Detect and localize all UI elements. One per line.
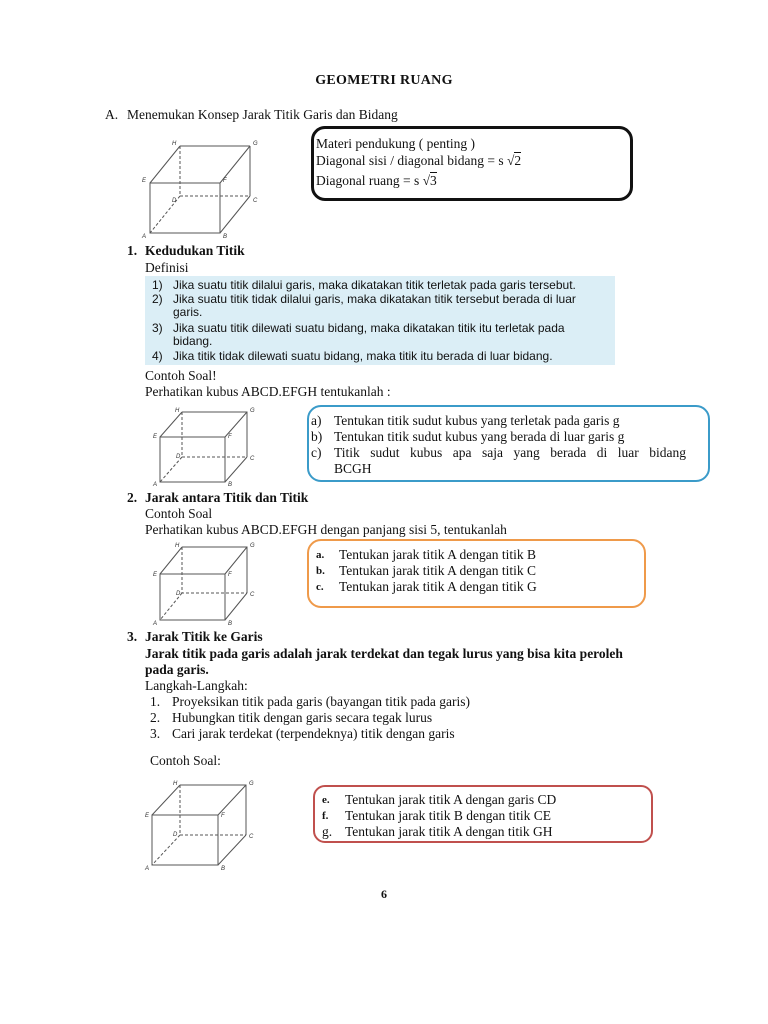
- cube-diagram-1: [140, 138, 264, 240]
- section-a-heading: Menemukan Konsep Jarak Titik Garis dan Bidang: [127, 107, 398, 122]
- section3-definition-line1: Jarak titik pada garis adalah jarak terdekat dan tegak lurus yang bisa kita peroleh: [145, 646, 623, 661]
- label-D: D: [172, 198, 177, 204]
- label-B: B: [228, 482, 233, 487]
- step-2-text: Hubungkan titik dengan garis secara tegak lurus: [172, 710, 433, 725]
- sqrt-sign: √: [506, 153, 515, 168]
- q2-b-marker: b.: [316, 565, 325, 577]
- label-A: A: [153, 621, 158, 626]
- q-c-text: Titik sudut kubus apa saja yang berada di luar bidang: [334, 445, 686, 460]
- q-a-marker: a): [311, 413, 322, 428]
- page-number: 6: [381, 887, 387, 901]
- label-B: B: [221, 866, 226, 872]
- label-H: H: [173, 781, 178, 787]
- label-D: D: [176, 591, 181, 597]
- definition-list: [145, 276, 615, 365]
- diagonal-ruang-text: Diagonal ruang = s: [316, 173, 420, 188]
- label-H: H: [175, 543, 180, 549]
- definition-2-number: 2): [152, 292, 163, 306]
- label-D: D: [176, 454, 181, 460]
- label-F: F: [221, 813, 225, 819]
- label-H: H: [175, 408, 180, 414]
- label-A: A: [142, 234, 147, 240]
- label-G: G: [250, 543, 255, 549]
- q3-f-text: Tentukan jarak titik B dengan titik CE: [345, 808, 552, 823]
- section1-instruction: Perhatikan kubus ABCD.EFGH tentukanlah :: [145, 384, 391, 399]
- materi-line-2: [316, 153, 521, 169]
- section1-definisi: Definisi: [145, 260, 189, 275]
- q2-c-marker: c.: [316, 581, 324, 593]
- q3-g-marker: g.: [322, 824, 333, 839]
- step-2-number: 2.: [150, 710, 161, 725]
- label-B: B: [228, 621, 233, 626]
- label-E: E: [153, 434, 158, 440]
- label-A: A: [153, 482, 158, 487]
- q-c-text-cont: BCGH: [334, 461, 372, 476]
- diagonal-sisi-text: Diagonal sisi / diagonal bidang = s: [316, 153, 504, 168]
- section3-heading: Jarak Titik ke Garis: [145, 629, 263, 644]
- section3-langkah: Langkah-Langkah:: [145, 678, 248, 693]
- step-3-text: Cari jarak terdekat (terpendeknya) titik dengan garis: [172, 726, 455, 741]
- section3-definition-line2: pada garis.: [145, 662, 209, 677]
- label-H: H: [172, 141, 177, 147]
- definition-2-text-cont: garis.: [173, 305, 203, 319]
- section1-heading: Kedudukan Titik: [145, 243, 245, 258]
- label-C: C: [250, 592, 255, 598]
- q2-c-text: Tentukan jarak titik A dengan titik G: [339, 579, 537, 594]
- cube-diagram-3: [150, 540, 268, 626]
- materi-line-3: [316, 173, 437, 189]
- q2-a-text: Tentukan jarak titik A dengan titik B: [339, 547, 537, 562]
- section2-number: 2.: [127, 490, 138, 505]
- cube-diagram-2: [150, 405, 268, 487]
- definition-3-text: Jika suatu titik dilewati suatu bidang, maka dikatakan titik itu terletak pada: [173, 321, 565, 335]
- label-E: E: [145, 813, 150, 819]
- label-F: F: [228, 572, 232, 578]
- sqrt-sign: √: [422, 173, 431, 188]
- label-C: C: [250, 456, 255, 462]
- label-C: C: [249, 834, 254, 840]
- step-1-text: Proyeksikan titik pada garis (bayangan titik pada garis): [172, 694, 471, 709]
- label-G: G: [249, 781, 254, 787]
- definition-1-number: 1): [152, 278, 163, 292]
- definition-2-text: Jika suatu titik tidak dilalui garis, maka dikatakan titik tersebut berada di luar: [173, 292, 576, 306]
- q3-e-text: Tentukan jarak titik A dengan garis CD: [345, 792, 557, 807]
- definition-3-text-cont: bidang.: [173, 334, 213, 348]
- cube-diagram-4: [142, 778, 270, 872]
- label-E: E: [142, 178, 147, 184]
- definition-4-text: Jika titik tidak dilewati suatu bidang, maka titik itu berada di luar bidang.: [173, 349, 553, 363]
- section1-contoh: Contoh Soal!: [145, 368, 217, 383]
- definition-3-number: 3): [152, 321, 163, 335]
- definition-4-number: 4): [152, 349, 163, 363]
- label-C: C: [253, 198, 258, 204]
- q3-g-text: Tentukan jarak titik A dengan titik GH: [345, 824, 553, 839]
- sqrt-3-value: 3: [430, 173, 437, 188]
- section2-heading: Jarak antara Titik dan Titik: [145, 490, 309, 505]
- q-b-marker: b): [311, 429, 323, 444]
- section3-contoh: Contoh Soal:: [150, 753, 221, 768]
- section1-number: 1.: [127, 243, 138, 258]
- label-G: G: [250, 408, 255, 414]
- section2-instruction: Perhatikan kubus ABCD.EFGH dengan panjang sisi 5, tentukanlah: [145, 522, 507, 537]
- section2-contoh: Contoh Soal: [145, 506, 213, 521]
- label-B: B: [223, 234, 228, 240]
- q-a-text: Tentukan titik sudut kubus yang terletak pada garis g: [334, 413, 620, 428]
- materi-line-1: Materi pendukung ( penting ): [316, 136, 475, 151]
- q2-b-text: Tentukan jarak titik A dengan titik C: [339, 563, 537, 578]
- q-c-marker: c): [311, 445, 322, 460]
- sqrt-2-value: 2: [514, 153, 522, 168]
- q-b-text: Tentukan titik sudut kubus yang berada di luar garis g: [334, 429, 625, 444]
- page-title: GEOMETRI RUANG: [315, 73, 453, 88]
- step-1-number: 1.: [150, 694, 161, 709]
- q3-e-marker: e.: [322, 794, 330, 806]
- label-D: D: [173, 832, 178, 838]
- label-F: F: [223, 178, 227, 184]
- label-G: G: [253, 141, 258, 147]
- label-E: E: [153, 572, 158, 578]
- section-a-marker: A.: [105, 107, 119, 122]
- section3-number: 3.: [127, 629, 138, 644]
- q3-f-marker: f.: [322, 810, 329, 822]
- label-F: F: [228, 434, 232, 440]
- label-A: A: [145, 866, 150, 872]
- step-3-number: 3.: [150, 726, 161, 741]
- definition-1-text: Jika suatu titik dilalui garis, maka dikatakan titik terletak pada garis tersebut.: [173, 278, 576, 292]
- q2-a-marker: a.: [316, 549, 325, 561]
